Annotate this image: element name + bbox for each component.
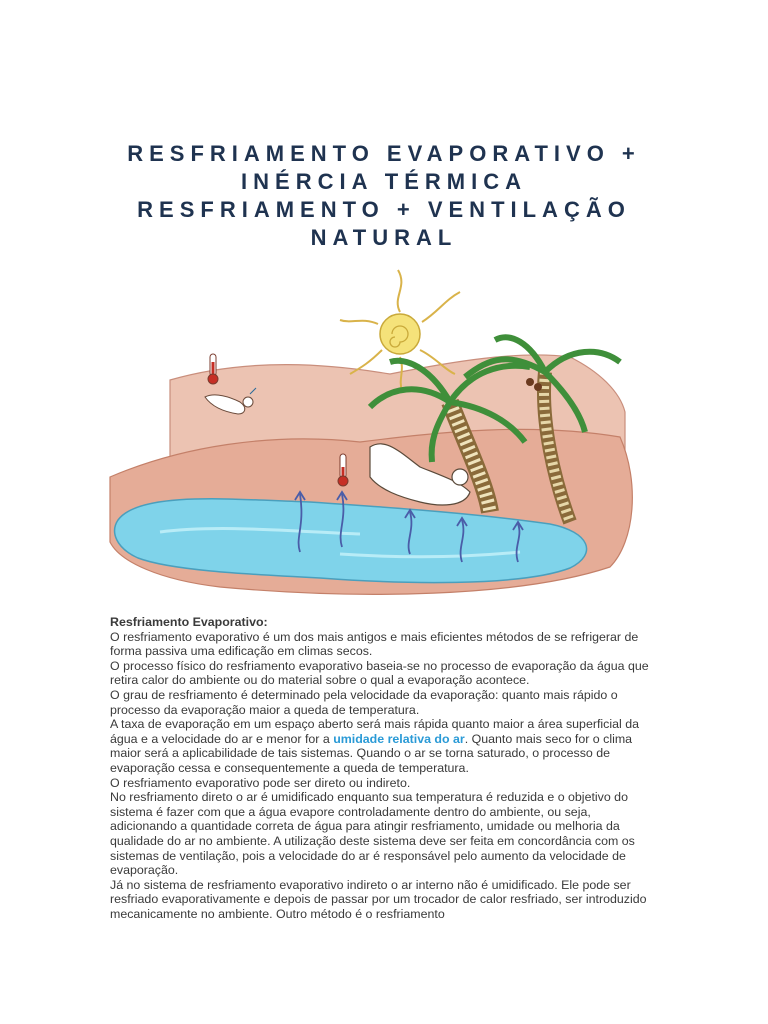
paragraph-5: O resfriamento evaporativo pode ser direto ou indireto.: [110, 775, 411, 790]
title-line-2: INÉRCIA TÉRMICA: [241, 169, 527, 194]
title-line-4: NATURAL: [310, 225, 458, 250]
paragraph-4-start: A taxa de evaporação em um espaço aberto será mais rápida quanto maior a área superficial da água e a velocidade do ar e menor for a: [110, 717, 639, 746]
article-body: [110, 615, 658, 921]
paragraph-2: O processo físico do resfriamento evaporativo baseia-se no processo de evaporação da água que retira calor do ambiente ou do material sobre o qual a evaporação acontece.: [110, 658, 649, 688]
paragraph-4: [110, 717, 658, 775]
page-title: [60, 140, 708, 252]
title-line-1: RESFRIAMENTO EVAPORATIVO +: [127, 141, 641, 166]
paragraph-4-end: . Quanto mais seco for o clima maior será a aplicabilidade de tais sistemas. Quando o ar se torna saturado, o processo de evaporação cessa e consequentemente a queda de temperatura.: [110, 731, 633, 775]
title-line-3: RESFRIAMENTO + VENTILAÇÃO: [137, 197, 631, 222]
paragraph-6: No resfriamento direto o ar é umidificado enquanto sua temperatura é reduzida e o objetivo do sistema é fazer com que a água evapore controladamente dentro do ambiente, ou seja, adicionando a quantidade correta de água para atingir resfriamento, umidade ou melhoria da qualidade do ar no ambiente. A utilização deste sistema deve ser feita em concordância com os sistemas de ventilação, pois a velocidade do ar é responsável pelo aumento da velocidade de evaporação.: [110, 790, 635, 878]
paragraph-7: Já no sistema de resfriamento evaporativo indireto o ar interno não é umidificado. Ele pode ser resfriado evaporativamente e depois de passar por um trocador de calor resfriado, ser introduzido mecanicamente no ambiente. Outro método é o resfriamento: [110, 877, 647, 921]
thermometer-cool-icon: [338, 454, 348, 486]
thermometer-hot-icon: [208, 354, 218, 384]
paragraph-3: O grau de resfriamento é determinado pela velocidade da evaporação: quanto mais rápido o processo da evaporação maior a queda de temperatura.: [110, 687, 618, 717]
humidity-link[interactable]: umidade relativa do ar: [333, 731, 465, 746]
desert-oasis-illustration: [100, 262, 648, 602]
paragraph-1: O resfriamento evaporativo é um dos mais antigos e mais eficientes métodos de se refrigerar de forma passiva uma edificação em climas secos.: [110, 629, 639, 659]
section-heading: Resfriamento Evaporativo:: [110, 615, 268, 629]
